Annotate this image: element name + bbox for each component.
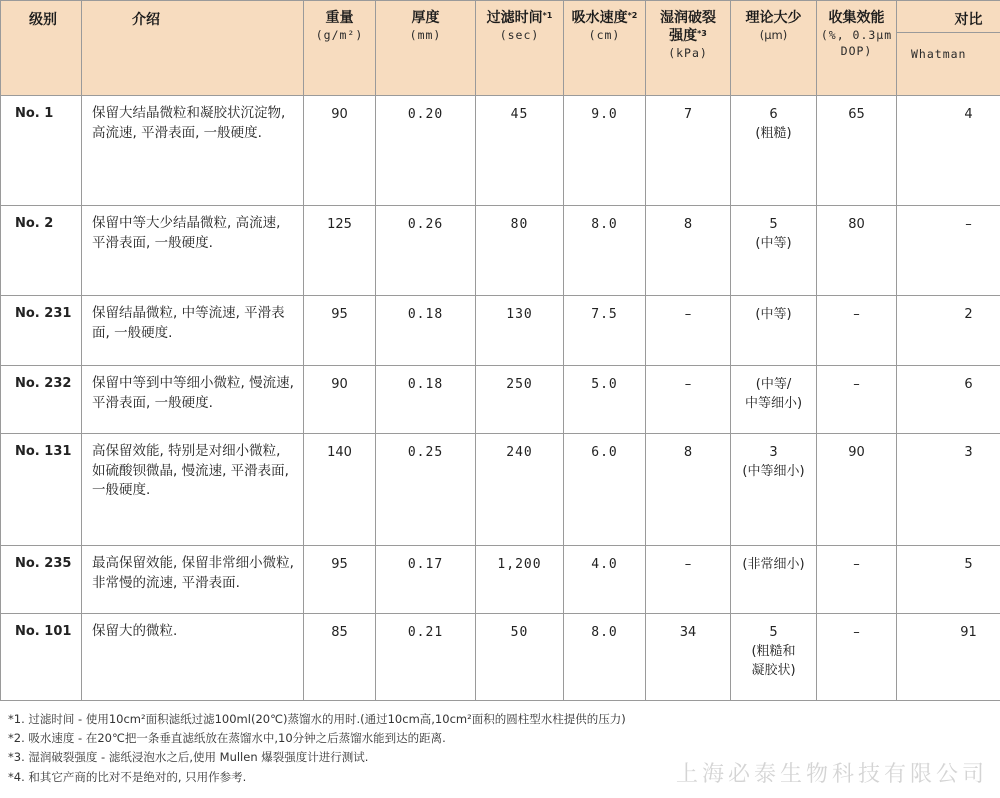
collect-eff-cell: – (817, 366, 897, 434)
table-row (1, 96, 1000, 206)
grade-cell: No. 131 (1, 434, 82, 546)
collect-eff-cell: 90 (817, 434, 897, 546)
grade-cell: No. 1 (1, 96, 82, 206)
table-row (1, 366, 1000, 434)
wet-burst-cell: 8 (646, 434, 731, 546)
wet-burst-cell: 34 (646, 614, 731, 701)
collect-eff-cell: – (817, 614, 897, 701)
watermark-text: 上海必泰生物科技有限公司 (675, 762, 988, 787)
whatman-cell: 5 (897, 546, 1000, 614)
filter-time-cell: 45 (476, 96, 564, 206)
description-cell: 高保留效能, 特别是对细小微粒, 如硫酸钡微晶, 慢流速, 平滑表面, 一般硬度. (82, 434, 304, 546)
grade-cell: No. 2 (1, 206, 82, 296)
theory-size-cell: 6 (粗糙) (731, 96, 817, 206)
filter-time-cell: 80 (476, 206, 564, 296)
footnote-1: *1. 过滤时间 - 使用10cm²面积滤纸过滤100ml(20℃)蒸馏水的用时.(通过10cm高,10cm²面积的圆柱型水柱提供的压力) (8, 712, 626, 726)
filter-time-cell: 250 (476, 366, 564, 434)
weight-cell: 125 (304, 206, 376, 296)
weight-cell: 90 (304, 96, 376, 206)
thickness-cell: 0.18 (376, 366, 476, 434)
whatman-cell: 6 (897, 366, 1000, 434)
header-intro: 介绍 (82, 1, 304, 96)
description-cell: 保留大的微粒. (82, 614, 304, 701)
grade-cell: No. 232 (1, 366, 82, 434)
theory-size-cell: (非常细小) (731, 546, 817, 614)
table-row (1, 434, 1000, 546)
header-whatman: Whatman (897, 33, 1000, 96)
thickness-cell: 0.26 (376, 206, 476, 296)
whatman-cell: 2 (897, 296, 1000, 366)
theory-size-cell: (中等/ 中等细小) (731, 366, 817, 434)
weight-cell: 95 (304, 296, 376, 366)
grade-cell: No. 235 (1, 546, 82, 614)
description-cell: 保留中等到中等细小微粒, 慢流速, 平滑表面, 一般硬度. (82, 366, 304, 434)
header-absorb-speed: 吸水速度$^{*2}$ (cm) (564, 1, 646, 96)
header-weight: 重量 (g/m²) (304, 1, 376, 96)
whatman-cell: 4 (897, 96, 1000, 206)
table-row (1, 296, 1000, 366)
thickness-cell: 0.25 (376, 434, 476, 546)
thickness-cell: 0.18 (376, 296, 476, 366)
footnote-2: *2. 吸水速度 - 在20℃把一条垂直滤纸放在蒸馏水中,10分钟之后蒸馏水能到达的距离. (8, 731, 446, 745)
filter-time-cell: 1,200 (476, 546, 564, 614)
footnote-4: *4. 和其它产商的比对不是绝对的, 只用作参考. (8, 770, 247, 784)
header-wet-burst: 湿润破裂 强度$^{*3}$ (kPa) (646, 1, 731, 96)
collect-eff-cell: – (817, 296, 897, 366)
collect-eff-cell: 80 (817, 206, 897, 296)
weight-cell: 90 (304, 366, 376, 434)
header-theory-size: 理论大少 (μm) (731, 1, 817, 96)
table-body (1, 96, 1000, 701)
collect-eff-cell: 65 (817, 96, 897, 206)
absorb-speed-cell: 7.5 (564, 296, 646, 366)
header-grade: 级别 (1, 1, 82, 96)
weight-cell: 85 (304, 614, 376, 701)
thickness-cell: 0.17 (376, 546, 476, 614)
filter-time-cell: 240 (476, 434, 564, 546)
thickness-cell: 0.21 (376, 614, 476, 701)
table-row (1, 614, 1000, 701)
description-cell: 最高保留效能, 保留非常细小微粒, 非常慢的流速, 平滑表面. (82, 546, 304, 614)
absorb-speed-cell: 8.0 (564, 614, 646, 701)
theory-size-cell: 5 (粗糙和 凝胶状) (731, 614, 817, 701)
absorb-speed-cell: 5.0 (564, 366, 646, 434)
thickness-cell: 0.20 (376, 96, 476, 206)
footnote-3: *3. 湿润破裂强度 - 滤纸浸泡水之后,使用 Mullen 爆裂强度计进行测试. (8, 750, 369, 764)
wet-burst-cell: – (646, 366, 731, 434)
wet-burst-cell: – (646, 546, 731, 614)
header-compare: 对比 (897, 1, 1000, 33)
header-collect-eff: 收集效能 (%, 0.3μm DOP) (817, 1, 897, 96)
header-thickness: 厚度 (mm) (376, 1, 476, 96)
table-row (1, 206, 1000, 296)
absorb-speed-cell: 6.0 (564, 434, 646, 546)
description-cell: 保留结晶微粒, 中等流速, 平滑表面, 一般硬度. (82, 296, 304, 366)
whatman-cell: 91 (897, 614, 1000, 701)
whatman-cell: 3 (897, 434, 1000, 546)
wet-burst-cell: 8 (646, 206, 731, 296)
collect-eff-cell: – (817, 546, 897, 614)
theory-size-cell: (中等) (731, 296, 817, 366)
filter-time-cell: 50 (476, 614, 564, 701)
description-cell: 保留中等大少结晶微粒, 高流速, 平滑表面, 一般硬度. (82, 206, 304, 296)
theory-size-cell: 3 (中等细小) (731, 434, 817, 546)
theory-size-cell: 5 (中等) (731, 206, 817, 296)
grade-cell: No. 231 (1, 296, 82, 366)
wet-burst-cell: – (646, 296, 731, 366)
absorb-speed-cell: 8.0 (564, 206, 646, 296)
header-filter-time: 过滤时间$^{*1}$ (sec) (476, 1, 564, 96)
absorb-speed-cell: 9.0 (564, 96, 646, 206)
filter-time-cell: 130 (476, 296, 564, 366)
weight-cell: 95 (304, 546, 376, 614)
description-cell: 保留大结晶微粒和凝胶状沉淀物, 高流速, 平滑表面, 一般硬度. (82, 96, 304, 206)
table-row (1, 546, 1000, 614)
weight-cell: 140 (304, 434, 376, 546)
grade-cell: No. 101 (1, 614, 82, 701)
wet-burst-cell: 7 (646, 96, 731, 206)
whatman-cell: – (897, 206, 1000, 296)
absorb-speed-cell: 4.0 (564, 546, 646, 614)
